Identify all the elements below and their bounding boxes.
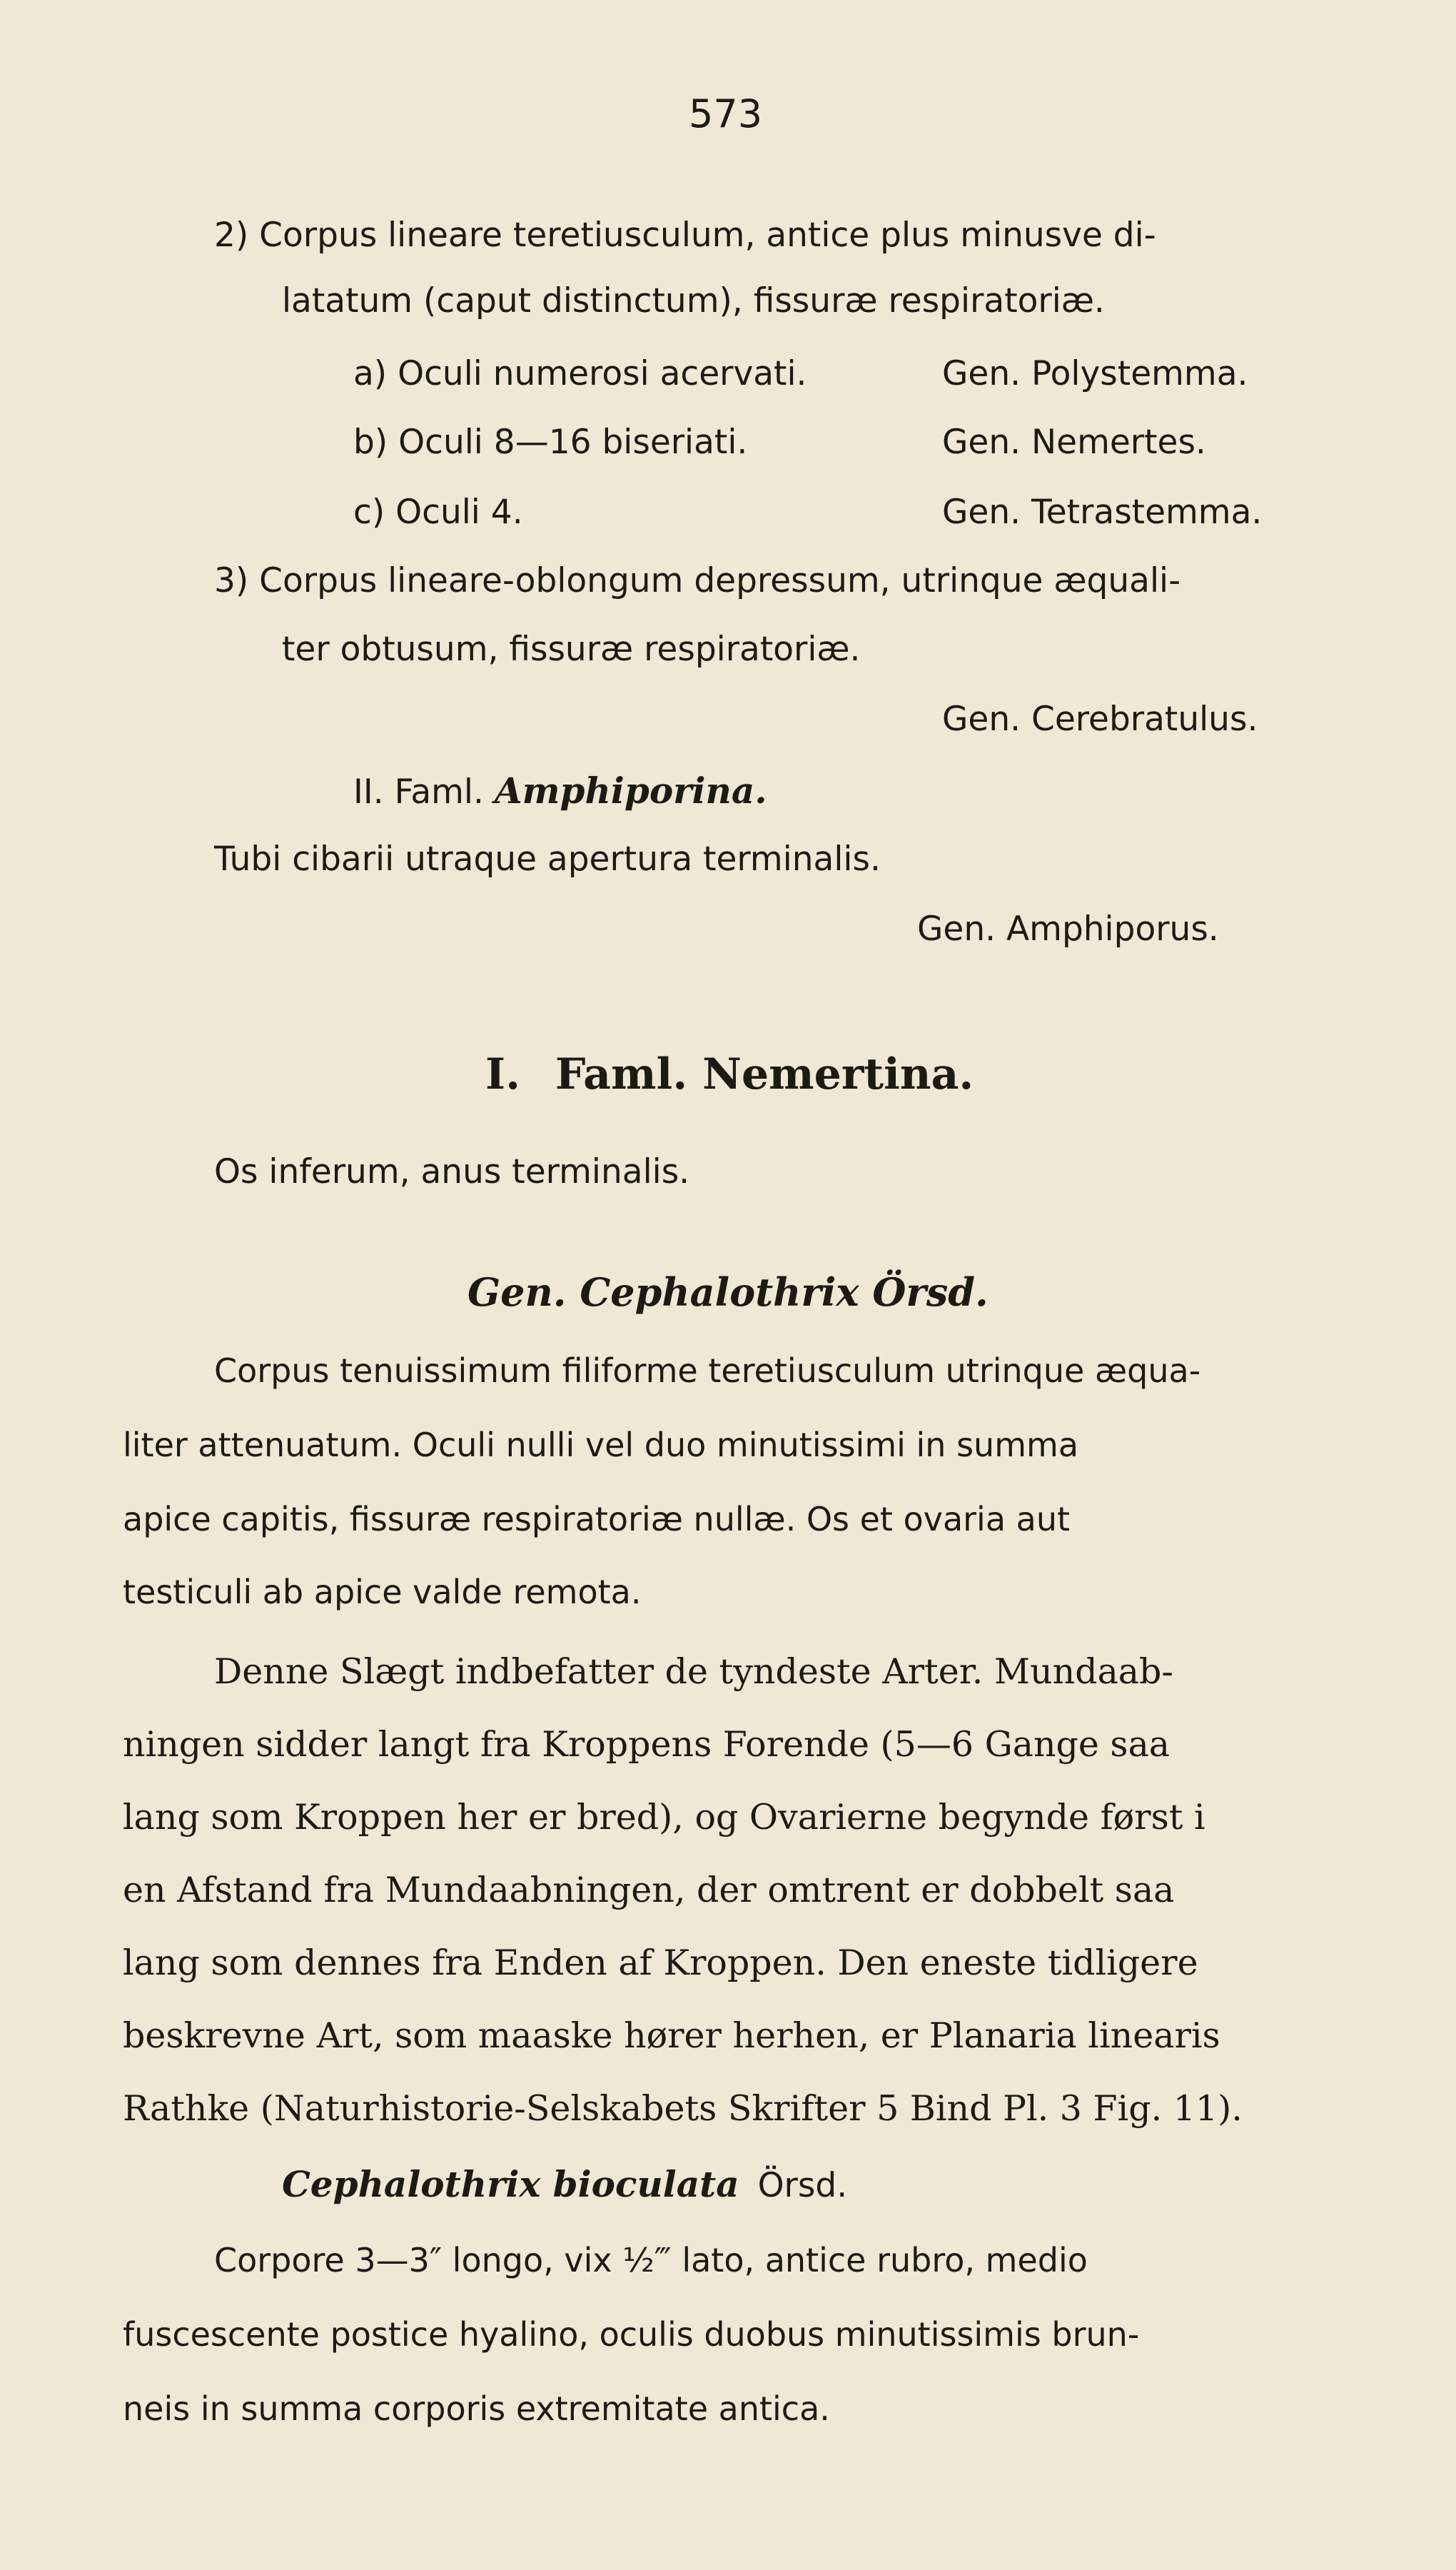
section-heading-main: Faml. Nemertina. [555, 1049, 974, 1099]
family-2-genus: Gen. Amphiporus. [917, 909, 1219, 949]
family-2-prefix: II. Faml. [353, 772, 484, 812]
key-sub-c-left: c) Oculi 4. [353, 493, 523, 532]
genus-danish-line-2: ningen sidder langt fra Kroppens Forende (5—6 Gange saa [123, 1724, 1171, 1765]
genus-danish-line-7: Rathke (Naturhistorie-Selskabets Skrifter 5 Bind Pl. 3 Fig. 11). [123, 2088, 1243, 2129]
family-2-name: Amphiporina. [494, 770, 767, 812]
key-item-2-line-2: latatum (caput distinctum), fissuræ respiratoriæ. [282, 281, 1105, 321]
genus-latin-line-2: liter attenuatum. Oculi nulli vel duo minutissimi in summa [123, 1426, 1079, 1464]
genus-danish-line-1: Denne Slægt indbefatter de tyndeste Arter. Mundaab- [214, 1651, 1173, 1692]
key-item-3-line-2: ter obtusum, fissuræ respiratoriæ. [282, 630, 861, 669]
key-sub-a-right: Gen. Polystemma. [942, 354, 1248, 393]
family-2-description: Tubi cibarii utraque apertura terminalis. [214, 840, 881, 879]
species-desc-line-3: neis in summa corporis extremitate antica. [123, 2389, 830, 2428]
key-item-3-genus: Gen. Cerebratulus. [942, 700, 1258, 739]
key-sub-a-left: a) Oculi numerosi acervati. [353, 354, 807, 393]
key-sub-b-right: Gen. Nemertes. [942, 423, 1206, 462]
key-sub-c-right: Gen. Tetrastemma. [942, 493, 1263, 532]
species-desc-line-2: fuscescente postice hyalino, oculis duobus minutissimis brun- [123, 2315, 1140, 2354]
species-name: Cephalothrix bioculata [282, 2163, 739, 2205]
key-item-2-line-1: 2) Corpus lineare teretiusculum, antice plus minusve di- [214, 216, 1156, 255]
key-sub-b-left: b) Oculi 8—16 biseriati. [353, 423, 748, 462]
genus-danish-line-6: beskrevne Art, som maaske hører herhen, er Planaria linearis [123, 2015, 1220, 2056]
os-line: Os inferum, anus terminalis. [214, 1152, 690, 1191]
key-item-3-line-1: 3) Corpus lineare-oblongum depressum, utrinque æquali- [214, 561, 1181, 600]
section-heading-prefix: I. [485, 1049, 520, 1099]
species-desc-line-1: Corpore 3—3″ longo, vix ½‴ lato, antice rubro, medio [214, 2241, 1088, 2279]
section-heading [485, 1049, 974, 1099]
family-2-heading [353, 770, 767, 814]
genus-danish-line-5: lang som dennes fra Enden af Kroppen. Den eneste tidligere [123, 1942, 1198, 1983]
genus-danish-line-3: lang som Kroppen her er bred), og Ovarierne begynde først i [123, 1797, 1205, 1838]
genus-latin-line-3: apice capitis, fissuræ respiratoriæ nullæ. Os et ovaria aut [123, 1500, 1071, 1538]
genus-latin-line-4: testiculi ab apice valde remota. [123, 1573, 642, 1611]
genus-danish-line-4: en Afstand fra Mundaabningen, der omtrent er dobbelt saa [123, 1870, 1175, 1910]
species-heading [282, 2163, 847, 2207]
species-author: Örsd. [757, 2166, 848, 2205]
page-number: 573 [689, 91, 763, 136]
genus-latin-line-1: Corpus tenuissimum filiforme teretiusculum utrinque æqua- [214, 1351, 1201, 1390]
genus-heading: Gen. Cephalothrix Örsd. [467, 1269, 989, 1315]
